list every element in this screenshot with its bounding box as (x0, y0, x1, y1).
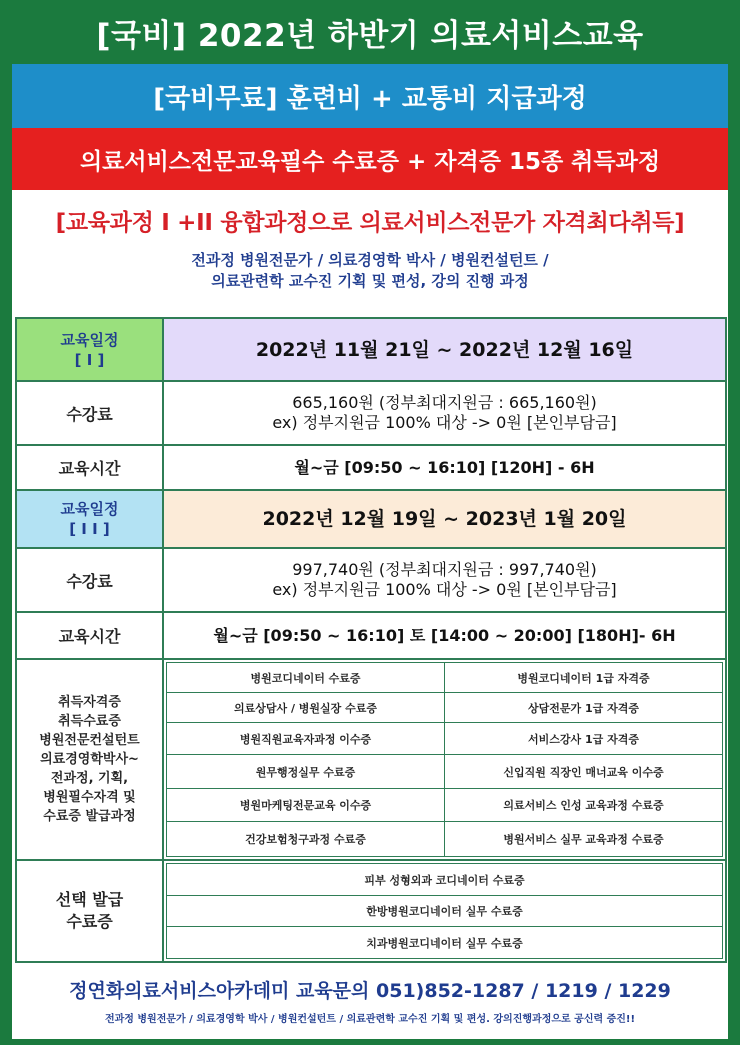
schedule2-time: 월~금 [09:50 ~ 16:10] 토 [14:00 ~ 20:00] [180H]- 6H (163, 612, 726, 659)
table-row (167, 663, 723, 693)
schedule2-label: 교육일정 [ I I ] (16, 490, 163, 548)
content-panel (12, 64, 728, 1039)
certifications-grid (166, 662, 723, 857)
schedule1-time-row (16, 445, 726, 490)
cert-item: 병원직원교육자과정 이수증 (167, 723, 445, 755)
description-line-1: 전과정 병원전문가 / 의료경영학 박사 / 병원컨설턴트 / (191, 251, 549, 269)
table-row (167, 822, 723, 857)
table-row (167, 723, 723, 755)
cert-item: 상담전문가 1급 자격증 (445, 693, 723, 723)
schedule1-fee-row (16, 381, 726, 445)
schedule1-dates: 2022년 11월 21일 ~ 2022년 12월 16일 (163, 318, 726, 381)
schedule2-time-row (16, 612, 726, 659)
course-subheading: [교육과정 I +II 융합과정으로 의료서비스전문가 자격최다취득] (55, 210, 685, 236)
schedule2-fee-row (16, 548, 726, 612)
table-row (167, 789, 723, 822)
schedule2-dates: 2022년 12월 19일 ~ 2023년 1월 20일 (163, 490, 726, 548)
schedule2-time-label: 교육시간 (16, 612, 163, 659)
cert-item: 병원서비스 실무 교육과정 수료증 (445, 822, 723, 857)
cert-item: 서비스강사 1급 자격증 (445, 723, 723, 755)
cert-item: 병원코디네이터 수료증 (167, 663, 445, 693)
table-row (167, 755, 723, 789)
cert-item: 병원마케팅전문교육 이수증 (167, 789, 445, 822)
schedule1-dates-row (16, 318, 726, 381)
cert-item: 의료상담사 / 병원실장 수료증 (167, 693, 445, 723)
schedule1-time: 월~금 [09:50 ~ 16:10] [120H] - 6H (163, 445, 726, 490)
contact-info: 정연화의료서비스아카데미 교육문의 051)852-1287 / 1219 / 1229 (69, 980, 671, 1002)
cert-item: 원무행정실무 수료증 (167, 755, 445, 789)
schedule2-fee: 997,740원 (정부최대지원금 : 997,740원) ex) 정부지원금 100% 대상 -> 0원 [본인부담금] (163, 548, 726, 612)
schedule1-time-label: 교육시간 (16, 445, 163, 490)
cert-item: 의료서비스 인성 교육과정 수료증 (445, 789, 723, 822)
certification-banner: 의료서비스전문교육필수 수료증 + 자격증 15종 취득과정 (12, 128, 728, 190)
table-row (167, 693, 723, 723)
optional-list (166, 863, 723, 959)
optional-label: 선택 발급 수료증 (16, 860, 163, 962)
list-item (167, 896, 723, 927)
optional-row (16, 860, 726, 962)
instructor-description (12, 250, 728, 292)
certifications-grid-cell (163, 659, 726, 860)
optional-list-cell (163, 860, 726, 962)
free-training-banner: [국비무료] 훈련비 + 교통비 지급과정 (12, 64, 728, 128)
schedule2-fee-label: 수강료 (16, 548, 163, 612)
schedule1-label: 교육일정 [ I ] (16, 318, 163, 381)
description-line-2: 의료관련학 교수진 기획 및 편성, 강의 진행 과정 (211, 272, 529, 290)
schedule2-dates-row (16, 490, 726, 548)
optional-cert-item: 한방병원코디네이터 실무 수료증 (167, 896, 723, 927)
cert-item: 병원코디네이터 1급 자격증 (445, 663, 723, 693)
list-item (167, 864, 723, 896)
schedule1-fee-label: 수강료 (16, 381, 163, 445)
cert-item: 신입직원 직장인 매너교육 이수증 (445, 755, 723, 789)
certifications-label: 취득자격증 취득수료증 병원전문컨설턴트 의료경영학박사~ 전과정, 기획, 병원필수자격 및 수료증 발급과정 (16, 659, 163, 860)
cert-item: 건강보험청구과정 수료증 (167, 822, 445, 857)
list-item (167, 927, 723, 959)
schedule-table (15, 317, 727, 963)
footer-tagline: 전과정 병원전문가 / 의료경영학 박사 / 병원컨설턴트 / 의료관련학 교수진 기획 및 편성. 강의진행과정으로 공신력 증진!! (104, 1014, 636, 1025)
optional-cert-item: 치과병원코디네이터 실무 수료증 (167, 927, 723, 959)
certifications-row (16, 659, 726, 860)
schedule1-fee: 665,160원 (정부최대지원금 : 665,160원) ex) 정부지원금 100% 대상 -> 0원 [본인부담금] (163, 381, 726, 445)
page-title: [국비] 2022년 하반기 의료서비스교육 (96, 17, 644, 54)
optional-cert-item: 피부 성형외과 코디네이터 수료증 (167, 864, 723, 896)
